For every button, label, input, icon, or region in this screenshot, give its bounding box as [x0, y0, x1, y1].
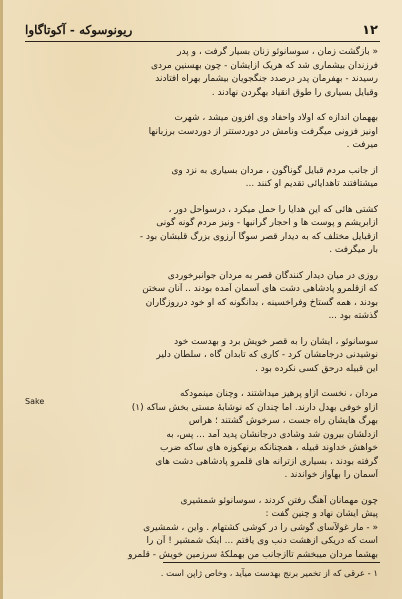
text-line: گرفته بودند ، بسیاری ازترانه های قلمرو پادشاهی دشت های — [155, 456, 378, 467]
text-line: ازاو خوفی بهدل دارند. اما چندان که نوشابهٔ مستی بخش ساکه (۱) — [131, 402, 378, 413]
page-header — [25, 20, 378, 40]
text-line: فرزندان بیشماری شد که هریک ازایشان - چون بهسنین مردی — [150, 60, 378, 71]
text-line: کشتی هائی که این هدایا را حمل میکرد ، درسواحل دور ، — [168, 204, 378, 215]
page-body — [25, 46, 378, 562]
text-line: سوسانوئو ، ایشان را به قصر خویش برد و بهدست خود — [174, 336, 378, 347]
text-line: این قبیله درحق کسی نکرده بود . — [255, 363, 378, 374]
paragraph-gap — [25, 258, 378, 270]
text-line: « بازگشت زمان ، سوسانوئو زنان بسیار گرفت ، و پدر — [177, 47, 378, 57]
text-line: ازقبایل مختلف که به دیدار قصر سوگا آرزوی بزرگ قلبشان بود - — [139, 231, 378, 242]
paragraph-gap — [25, 376, 378, 388]
text-line: میشتافتند تاهدایائی تقدیم او کنند ... — [245, 179, 378, 189]
text-line: است که دریکی ازهشت دنب وی یافتم ... اینک شمشیر ! آن را — [146, 536, 378, 546]
paragraph — [25, 46, 378, 100]
text-line: میرفت . — [346, 140, 378, 150]
text-line: وقبایل بسیاری را طوق انقیاد بهگردن نهادند . — [211, 87, 378, 98]
text-line: رسیدند - بهفرمان پدر درصدد جنگجویان بیشمار بهراه افتادند — [155, 74, 378, 84]
text-line: پیش ایشان نهاد و چنین گفت : — [265, 509, 378, 519]
paragraph-gap — [25, 100, 378, 112]
page-number: ۱۲ — [362, 22, 378, 38]
text-line: آسمان را بهآواز خواندند . — [284, 470, 378, 480]
text-line: ازدلشان بیرون شد وشادی درجانشان پدید آمد ... پس، به — [166, 429, 378, 440]
text-line: اونیز فزونی میگرفت ونامش در دوردستتر از دوردست برزبانها — [148, 126, 378, 137]
text-line: که ازقلمرو پادشاهی دشت های آسمان آمده بودند .. آنان سختن — [142, 284, 378, 294]
paragraph — [25, 165, 378, 192]
text-line: از جانب مردم قبایل گوناگون ، مردان بسیاری به نزد وی — [171, 165, 378, 176]
paragraph — [25, 495, 378, 563]
text-line: بار میگرفت . — [329, 245, 378, 255]
text-line: گذشته بود ... — [328, 311, 378, 321]
running-title: ریونوسوکه - آکوتاگاوا — [25, 23, 133, 37]
paragraph — [25, 336, 378, 377]
text-line: « - مار غولآسای گوشی را در کوشی کشتهام . واین ، شمشیری — [143, 522, 378, 533]
margin-note: Sake — [25, 397, 45, 406]
text-line: نوشیدنی درجامشان کرد - کاری که تابدان گاه ، سلطان دلیر — [156, 350, 378, 360]
text-line: خواهش خداوند قبیله ، همچنانکه برنهکوزه های ساکه ضرب — [160, 443, 378, 453]
paragraph-gap — [25, 153, 378, 165]
text-line: ازابریشم و پوست ها و احجار گرانبها - ونیز مردم گونه گونی — [156, 218, 378, 228]
paragraph — [25, 112, 378, 153]
text-line: چون مهمانان آهنگ رفتن کردند ، سوسانوئو شمشیری — [180, 495, 378, 506]
text-line: مردان ، نخست ازاو پرهیز میداشتند ، وچنان مینمودکه — [179, 389, 378, 399]
paragraph-gap — [25, 192, 378, 204]
header-rule — [25, 41, 380, 42]
footnote: ۱ - عرقی که از تخمیر برنج بهدست میآید ، وخاص ژاپن است . — [160, 569, 378, 579]
text-line: بهشما مردان میبخشم تاازجانب من بهملکهٔ سرزمین خویش - قلمرو — [128, 549, 378, 560]
paragraph — [25, 270, 378, 324]
text-line: روزی در میان دیدار کنندگان قصر به مردان جوانبرخوردی — [167, 270, 378, 281]
paragraph — [25, 204, 378, 258]
text-line: بودند ، همه گستاخ وفراخسینه ، بدانگونه که او خود درروزگاران — [145, 297, 378, 308]
text-line: بههمان اندازه که اولاد واحفاد وی افزون میشد ، شهرت — [174, 113, 378, 123]
footnote-rule — [163, 562, 380, 563]
paragraph — [25, 388, 378, 483]
text-line: بهرگ هایشان راه جست ، سرخوش گشتند ؛ هراس — [188, 416, 378, 426]
paragraph-gap — [25, 324, 378, 336]
paragraph-gap — [25, 483, 378, 495]
